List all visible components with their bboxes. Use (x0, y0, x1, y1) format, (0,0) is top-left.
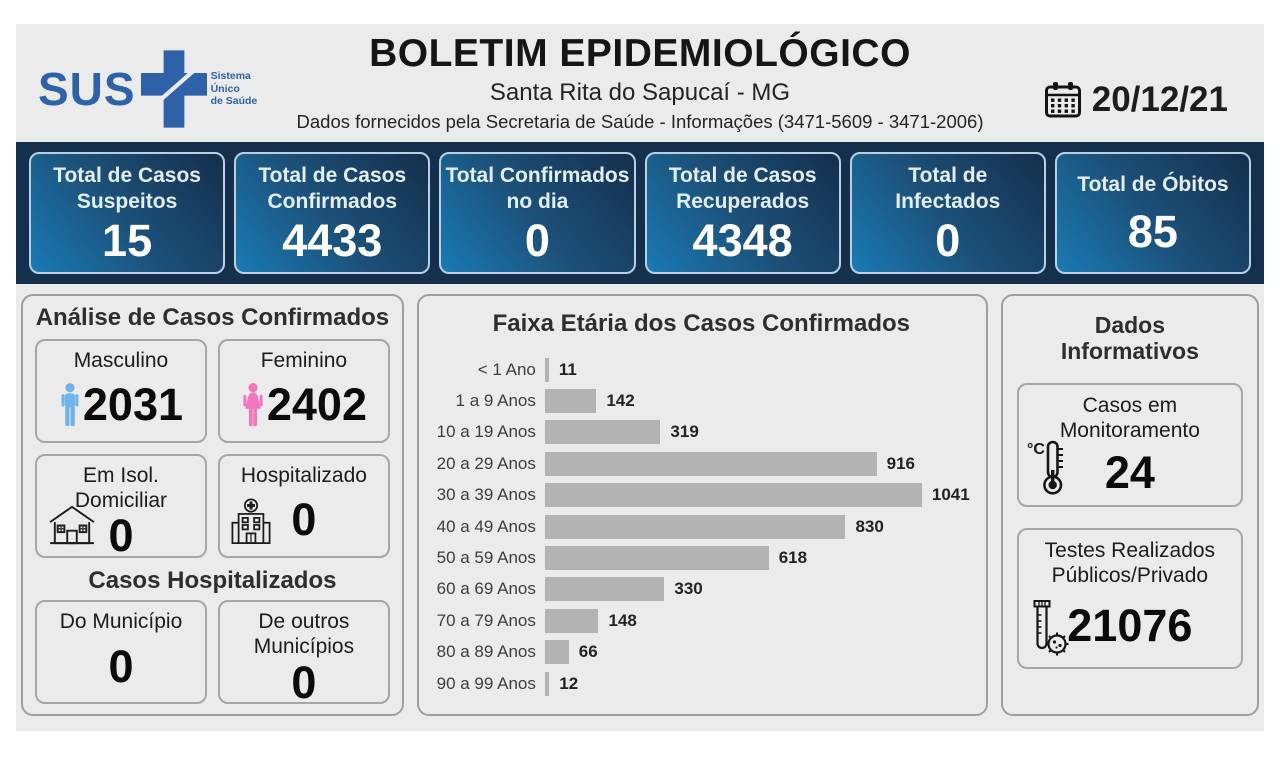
card-label: Do Município (59, 610, 183, 634)
stat-card-confirmados (234, 152, 430, 274)
bar-value: 330 (674, 579, 703, 599)
date-value: 20/12/21 (1091, 80, 1228, 119)
age-group-label: 10 a 19 Anos (436, 422, 536, 442)
bar (545, 672, 549, 696)
panel-dados-informativos (1001, 294, 1259, 716)
bar-value: 66 (578, 642, 598, 662)
bar (545, 358, 549, 382)
sus-logo-text: SUS (38, 63, 136, 115)
stat-value: 0 (935, 215, 961, 267)
card-value: 21076 (1067, 600, 1193, 652)
card-label: Hospitalizado (240, 463, 367, 487)
card-value: 24 (1104, 446, 1155, 498)
page-title: BOLETIM EPIDEMIOLÓGICO (369, 32, 911, 75)
chart-row (433, 542, 970, 573)
outros-municipios-card (218, 600, 390, 708)
municipio-card (35, 600, 207, 704)
male-icon (59, 382, 81, 428)
stat-card-recuperados (645, 152, 841, 274)
card-value: 0 (291, 494, 317, 546)
age-group-label: 90 a 99 Anos (436, 673, 536, 693)
card-label: Casos em Monitoramento (1059, 393, 1200, 443)
age-group-label: 70 a 79 Anos (436, 610, 536, 630)
sus-logo-subtitle-line: Sistema (210, 70, 251, 83)
stat-card-suspeitos (29, 152, 225, 274)
bar (545, 515, 846, 539)
tests-card (1017, 528, 1243, 669)
panel-analise-casos (21, 294, 404, 716)
card-label: Em Isol. Domiciliar (74, 463, 168, 512)
bar-value: 148 (608, 610, 637, 630)
bar-value: 142 (606, 391, 635, 411)
stat-value: 0 (524, 215, 550, 267)
chart-row (433, 480, 970, 511)
chart-row (433, 637, 970, 668)
sus-logo-subtitle-line: Único (210, 82, 240, 95)
female-icon (241, 382, 265, 428)
bar (545, 483, 922, 507)
chart-row (433, 511, 970, 542)
chart-row (433, 574, 970, 605)
stat-value: 4433 (282, 215, 383, 267)
info-panel-heading: Dados Informativos (1060, 312, 1199, 365)
stat-label: Total de Casos Suspeitos (53, 163, 201, 214)
age-bar-chart (433, 354, 970, 699)
card-label: Masculino (73, 348, 169, 372)
analysis-heading: Análise de Casos Confirmados (35, 304, 390, 331)
card-label: De outros Municípios (253, 610, 355, 659)
bar-value: 916 (886, 453, 915, 473)
age-group-label: 50 a 59 Anos (436, 548, 536, 568)
isolation-card (35, 454, 207, 561)
stat-card-obitos (1055, 152, 1251, 274)
age-group-label: 30 a 39 Anos (436, 485, 536, 505)
card-value: 2031 (82, 379, 184, 431)
test-tube-icon (1027, 599, 1071, 657)
age-group-label: < 1 Ano (477, 359, 536, 379)
bar (545, 546, 769, 570)
bulletin-board (16, 24, 1264, 731)
stat-value: 4348 (692, 215, 793, 267)
age-group-label: 40 a 49 Anos (436, 516, 536, 536)
age-group-label: 80 a 89 Anos (436, 642, 536, 662)
monitoring-card (1017, 383, 1243, 507)
svg-text:°C: °C (1026, 440, 1045, 458)
calendar-icon (1043, 80, 1083, 120)
bar (545, 577, 665, 601)
bar-value: 618 (778, 548, 808, 568)
bar (545, 609, 599, 633)
age-group-label: 20 a 29 Anos (436, 453, 536, 473)
card-value: 2402 (266, 379, 367, 431)
sus-logo-subtitle-line: de Saúde (210, 95, 258, 108)
stat-value: 15 (102, 215, 153, 267)
hospital-icon (228, 496, 274, 546)
date-display (1043, 80, 1228, 120)
chart-title: Faixa Etária dos Casos Confirmados (492, 310, 911, 337)
card-value: 0 (108, 509, 134, 561)
stat-card-confirmados-dia (439, 152, 635, 274)
card-label: Testes Realizados Públicos/Privado (1044, 538, 1216, 588)
bar-value: 830 (855, 516, 884, 536)
stat-label: Total de Infectados (895, 163, 1001, 214)
info-line: Dados fornecidos pela Secretaria de Saúde - Informações (3471-5609 - 3471-2006) (296, 111, 984, 132)
card-value: 0 (291, 656, 317, 708)
bar-value: 12 (559, 673, 579, 693)
hospitalized-card (218, 454, 390, 558)
house-icon (45, 504, 99, 546)
stat-label: Total de Óbitos (1077, 172, 1229, 196)
bar (545, 420, 661, 444)
bar (545, 640, 569, 664)
stat-card-infectados (850, 152, 1046, 274)
chart-row (433, 354, 970, 385)
hospitalized-heading: Casos Hospitalizados (88, 566, 337, 594)
chart-row (433, 385, 970, 416)
bar (545, 389, 596, 413)
age-group-label: 60 a 69 Anos (436, 579, 536, 599)
stat-value: 85 (1127, 206, 1178, 258)
bar-value: 319 (670, 422, 699, 442)
chart-row (433, 448, 970, 479)
bar (545, 452, 877, 476)
chart-row (433, 668, 970, 699)
bar-value: 1041 (931, 485, 970, 505)
bar-value: 11 (558, 359, 577, 379)
city-subtitle: Santa Rita do Sapucaí - MG (489, 79, 791, 106)
male-cases-card (35, 339, 207, 443)
content-row (21, 294, 1259, 716)
stat-label: Total de Casos Recuperados (668, 163, 817, 214)
thermometer-icon (1027, 439, 1073, 495)
female-cases-card (218, 339, 390, 443)
chart-row (433, 605, 970, 636)
stat-label: Total Confirmados no dia (445, 163, 630, 214)
chart-row (433, 417, 970, 448)
stats-bar (16, 142, 1264, 284)
card-label: Feminino (260, 348, 348, 372)
stat-label: Total de Casos Confirmados (258, 163, 407, 214)
age-group-label: 1 a 9 Anos (455, 391, 536, 411)
panel-faixa-etaria (417, 294, 988, 716)
card-value: 0 (108, 640, 134, 692)
header (16, 24, 1264, 142)
